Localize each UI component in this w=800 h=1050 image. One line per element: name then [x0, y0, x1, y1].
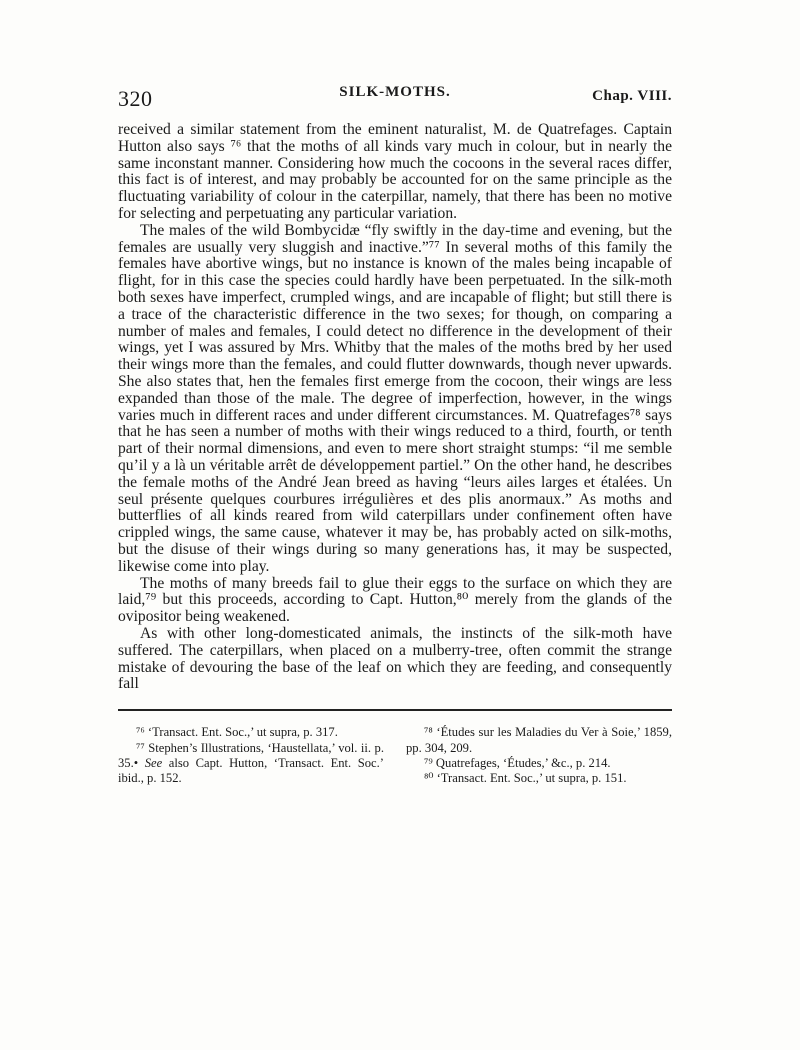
footnote-77-part-1: ⁷⁷ Stephen’s Illustrations, ‘Haustellata,’ vol. ii. p. 35.• — [118, 740, 384, 770]
footnote-76: ⁷⁶ ‘Transact. Ent. Soc.,’ ut supra, p. 317. — [136, 725, 338, 740]
chapter-label: Chap. VIII. — [592, 88, 672, 104]
footnotes — [118, 725, 672, 787]
paragraph-2: The males of the wild Bombycidæ “fly swiftly in the day-time and evening, but the females are usually very sluggish and inactive.”⁷⁷ In several moths of this family the females have abortive wings, but no instance is known of the males being incapable of flight, for in this case the species could hardly have been perpetuated. In the silk-moth both sexes have imperfect, crumpled wings, and are incapable of flight; but still there is a trace of the characteristic difference in the two sexes; for though, on comparing a number of males and females, I could detect no difference in the development of their wings, yet I was assured by Mrs. Whitby that the males of the moths bred by her used their wings more than the females, and could flutter downwards, though never upwards. She also states that, hen the females first emerge from the cocoon, their wings are less expanded than those of the male. The degree of imperfection, however, in the wings varies much in different races and under different circumstances. M. Quatrefages⁷⁸ says that he has seen a number of moths with their wings reduced to a third, fourth, or tenth part of their normal dimensions, and even to mere short straight stumps: “il me semble qu’il y a là un véritable arrêt de développement partiel.” On the other hand, he describes the female moths of the André Jean breed as having “leurs ailes larges et étalées. Un seul présente quelques courbures irrégulières et des plis anormaux.” As moths and butterflies of all kinds reared from wild caterpillars under confinement often have crippled wings, the same cause, whatever it may be, has probably acted on silk-moths, but the disuse of their wings during so many generations has, it may be suspected, likewise come into play. — [118, 221, 672, 575]
footnote-77 — [118, 741, 384, 787]
paragraph-3: The moths of many breeds fail to glue their eggs to the surface on which they are laid,⁷⁹ but this proceeds, according to Capt. Hutton,⁸⁰ merely from the glands of the ovipositor being weakened. — [118, 574, 672, 626]
footnote-79: ⁷⁹ Quatrefages, ‘Études,’ &c., p. 214. — [424, 755, 611, 770]
running-head: SILK-MOTHS. — [339, 84, 451, 100]
page-number: 320 — [118, 86, 153, 111]
footnote-78: ⁷⁸ ‘Études sur les Maladies du Ver à Soie,’ 1859, pp. 304, 209. — [406, 725, 672, 755]
footnotes-right-column — [406, 725, 672, 787]
paragraph-4: As with other long-domesticated animals, the instincts of the silk-moth have suffered. The caterpillars, when placed on a mulberry-tree, often commit the strange mistake of devouring the base of the leaf on which they are feeding, and consequently fall — [118, 624, 672, 693]
page-header — [118, 80, 672, 120]
footnote-77-part-2: also Capt. Hutton, ‘Transact. Ent. Soc.’ ibid., p. 152. — [118, 755, 384, 786]
footnotes-left-column — [118, 725, 384, 787]
body-text — [118, 122, 672, 693]
footnote-77-see: See — [144, 755, 163, 770]
footnote-rule — [118, 709, 672, 711]
paragraph-1: received a similar statement from the eminent naturalist, M. de Quatrefages. Captain Hutton also says ⁷⁶ that the moths of all kinds vary much in colour, but in nearly the same inconstant manner. Considering how much the cocoons in the several races differ, this fact is of interest, and may probably be accounted for on the same principle as the fluctuating variability of colour in the caterpillar, namely, that there has been no motive for selecting and perpetuating any particular variation. — [118, 121, 672, 222]
footnote-80: ⁸⁰ ‘Transact. Ent. Soc.,’ ut supra, p. 151. — [424, 771, 627, 786]
